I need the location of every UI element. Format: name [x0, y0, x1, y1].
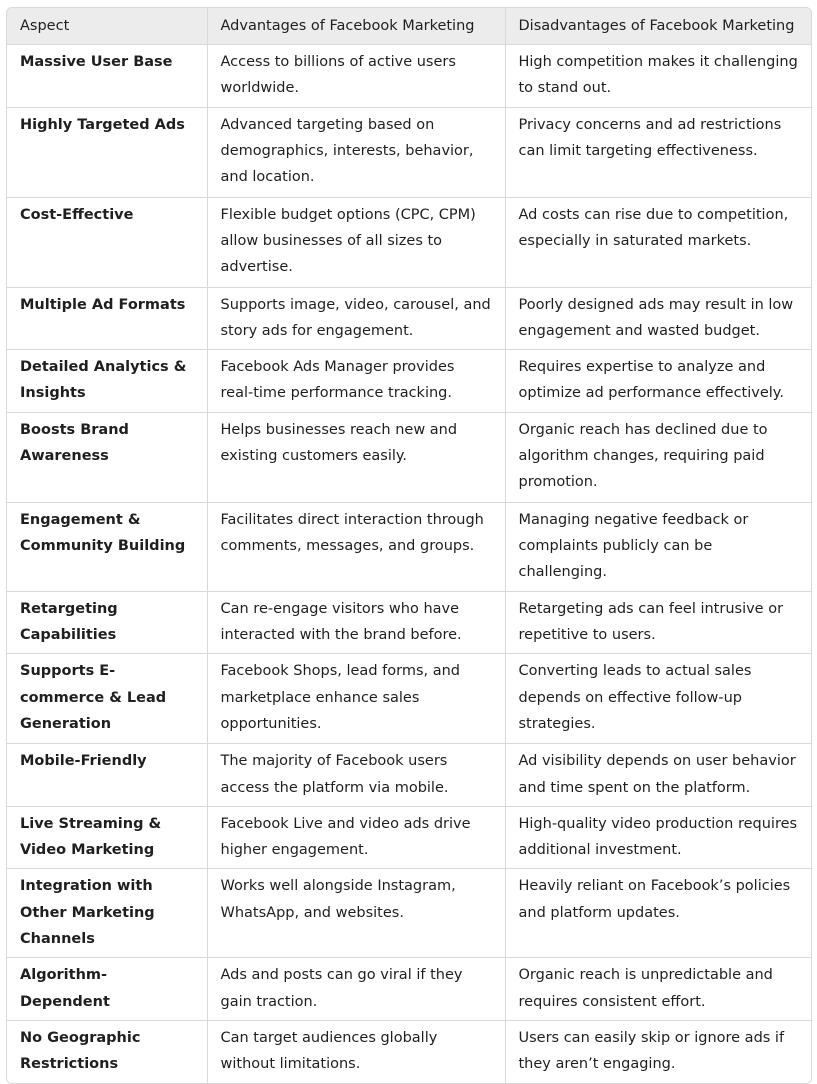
table-row [7, 502, 811, 591]
cell-disadvantage: Ad costs can rise due to competition, especially in saturated markets. [505, 197, 811, 287]
cell-disadvantage: Converting leads to actual sales depends on effective follow-up strategies. [505, 654, 811, 744]
cell-disadvantage: Users can easily skip or ignore ads if they aren’t engaging. [505, 1020, 811, 1082]
table-row [7, 806, 811, 869]
cell-advantage: Helps businesses reach new and existing customers easily. [207, 412, 505, 502]
cell-disadvantage: Poorly designed ads may result in low engagement and wasted budget. [505, 287, 811, 350]
cell-advantage: Facilitates direct interaction through comments, messages, and groups. [207, 502, 505, 591]
table-row [7, 591, 811, 654]
cell-aspect: Cost-Effective [7, 197, 207, 287]
table-row [7, 869, 811, 958]
cell-disadvantage: Ad visibility depends on user behavior and time spent on the platform. [505, 744, 811, 807]
facebook-marketing-table [7, 8, 811, 1083]
cell-advantage: Access to billions of active users worldwide. [207, 45, 505, 108]
cell-advantage: Supports image, video, carousel, and story ads for engagement. [207, 287, 505, 350]
table-row [7, 412, 811, 502]
cell-aspect: Retargeting Capabilities [7, 591, 207, 654]
cell-aspect: Boosts Brand Awareness [7, 412, 207, 502]
cell-disadvantage: Retargeting ads can feel intrusive or repetitive to users. [505, 591, 811, 654]
cell-advantage: Facebook Shops, lead forms, and marketplace enhance sales opportunities. [207, 654, 505, 744]
table-row [7, 287, 811, 350]
cell-disadvantage: High-quality video production requires additional investment. [505, 806, 811, 869]
cell-aspect: Highly Targeted Ads [7, 107, 207, 197]
table-row [7, 744, 811, 807]
cell-advantage: Ads and posts can go viral if they gain traction. [207, 958, 505, 1021]
table-row [7, 654, 811, 744]
table-row [7, 107, 811, 197]
cell-aspect: No Geographic Restrictions [7, 1020, 207, 1082]
cell-aspect: Integration with Other Marketing Channels [7, 869, 207, 958]
table-header-row [7, 8, 811, 45]
cell-disadvantage: Organic reach has declined due to algorithm changes, requiring paid promotion. [505, 412, 811, 502]
comparison-table [6, 7, 812, 1084]
cell-advantage: Advanced targeting based on demographics, interests, behavior, and location. [207, 107, 505, 197]
cell-advantage: Flexible budget options (CPC, CPM) allow businesses of all sizes to advertise. [207, 197, 505, 287]
cell-aspect: Engagement & Community Building [7, 502, 207, 591]
cell-disadvantage: Managing negative feedback or complaints publicly can be challenging. [505, 502, 811, 591]
table-row [7, 350, 811, 413]
table-row [7, 197, 811, 287]
cell-advantage: Facebook Live and video ads drive higher engagement. [207, 806, 505, 869]
table-row [7, 958, 811, 1021]
cell-aspect: Massive User Base [20, 54, 173, 70]
cell-aspect: Live Streaming & Video Marketing [7, 806, 207, 869]
cell-disadvantage: Heavily reliant on Facebook’s policies and platform updates. [505, 869, 811, 958]
cell-advantage: Works well alongside Instagram, WhatsApp, and websites. [207, 869, 505, 958]
cell-aspect: Multiple Ad Formats [7, 287, 207, 350]
header-aspect: Aspect [7, 8, 207, 45]
cell-aspect: Detailed Analytics & Insights [7, 350, 207, 413]
cell-disadvantage: Organic reach is unpredictable and requires consistent effort. [505, 958, 811, 1021]
cell-disadvantage: High competition makes it challenging to stand out. [505, 45, 811, 108]
cell-aspect: Algorithm-Dependent [7, 958, 207, 1021]
cell-advantage: The majority of Facebook users access the platform via mobile. [207, 744, 505, 807]
header-advantages: Advantages of Facebook Marketing [207, 8, 505, 45]
cell-disadvantage: Privacy concerns and ad restrictions can limit targeting effectiveness. [505, 107, 811, 197]
cell-advantage: Can re-engage visitors who have interacted with the brand before. [207, 591, 505, 654]
cell-aspect: Mobile-Friendly [7, 744, 207, 807]
table-row [7, 45, 811, 108]
cell-aspect: Supports E-commerce & Lead Generation [7, 654, 207, 744]
cell-advantage: Facebook Ads Manager provides real-time performance tracking. [207, 350, 505, 413]
cell-disadvantage: Requires expertise to analyze and optimize ad performance effectively. [505, 350, 811, 413]
header-disadvantages: Disadvantages of Facebook Marketing [505, 8, 811, 45]
cell-advantage: Can target audiences globally without limitations. [207, 1020, 505, 1082]
